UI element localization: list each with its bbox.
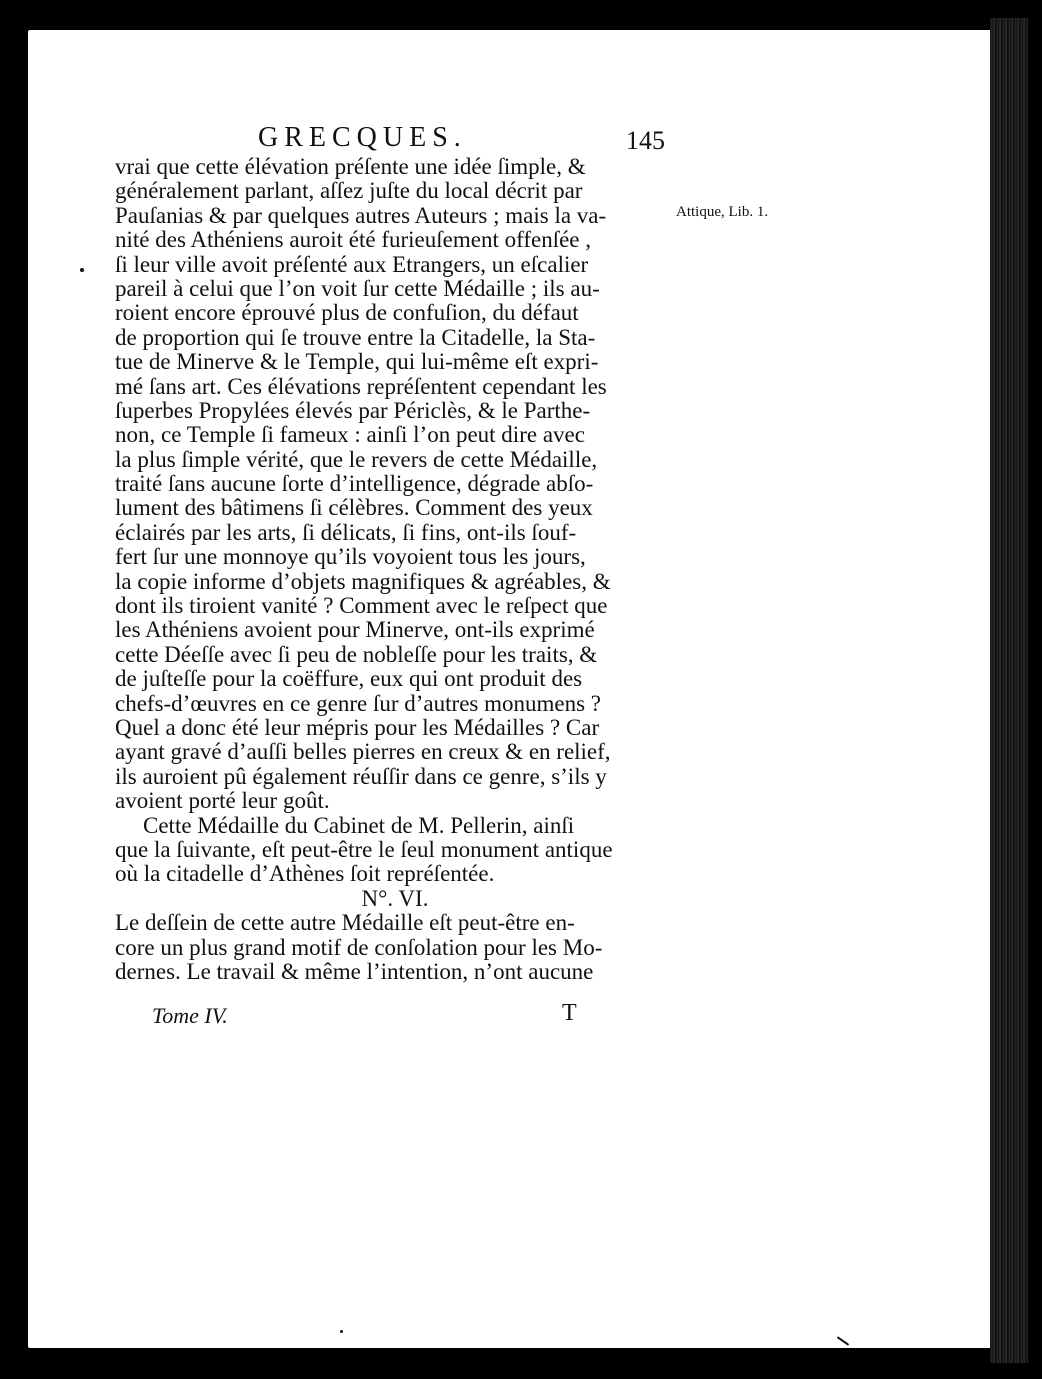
text-line: non, ce Temple ſi fameux : ainſi l’on peut dire avec	[115, 422, 585, 448]
text-line: ayant gravé d’auſſi belles pierres en creux & en relief,	[115, 739, 611, 765]
text-line: cette Déeſſe avec ſi peu de nobleſſe pour les traits, &	[115, 641, 598, 667]
text-line: de proportion qui ſe trouve entre la Citadelle, la Sta-	[115, 324, 596, 350]
text-line: pareil à celui que l’on voit ſur cette Médaille ; ils au-	[115, 275, 600, 301]
text-line: Quel a donc été leur mépris pour les Médailles ? Car	[115, 714, 600, 740]
text-line: ſi leur ville avoit préſenté aux Etrangers, un eſcalier	[115, 251, 589, 277]
text-line: tue de Minerve & le Temple, qui lui-même eſt expri-	[115, 349, 599, 375]
volume-signature: Tome IV.	[152, 1003, 228, 1028]
text-line: fert ſur une monnoye qu’ils voyoient tous les jours,	[115, 544, 586, 570]
text-line: vrai que cette élévation préſente une idée ſimple, &	[115, 154, 586, 179]
text-line: ils auroient pû également réuſſir dans ce genre, s’ils y	[115, 763, 607, 789]
text-line: avoient porté leur goût.	[115, 788, 330, 814]
text-line: traité ſans aucune ſorte d’intelligence, dégrade abſo-	[115, 471, 594, 497]
text-line: lument des bâtimens ſi célèbres. Comment des yeux	[115, 495, 593, 521]
text-line: ſuperbes Propylées élevés par Périclès, & le Parthe-	[115, 397, 591, 423]
text-line: Pauſanias & par quelques autres Auteurs ; mais la va-	[115, 202, 607, 228]
section-heading: N°. VI.	[361, 885, 429, 911]
page-number: 145	[626, 126, 665, 155]
text-line: mé ſans art. Ces élévations repréſentent cependant les	[115, 373, 607, 399]
body-text	[115, 155, 675, 984]
text-line: chefs-d’œuvres en ce genre ſur d’autres monumens ?	[115, 690, 601, 716]
ink-speck	[80, 268, 84, 272]
ink-speck	[340, 1330, 343, 1333]
margin-note: Attique, Lib. 1.	[676, 204, 769, 220]
running-header-title: GRECQUES.	[258, 122, 467, 153]
text-line: les Athéniens avoient pour Minerve, ont-ils exprimé	[115, 617, 595, 643]
text-line: la copie informe d’objets magnifiques & agréables, &	[115, 568, 611, 594]
text-line: que la ſuivante, eſt peut-être le ſeul monument antique	[115, 836, 613, 862]
text-line: la plus ſimple vérité, que le revers de cette Médaille,	[115, 446, 598, 472]
text-line: généralement parlant, aſſez juſte du local décrit par	[115, 178, 583, 204]
text-line: Cette Médaille du Cabinet de M. Pellerin, ainſi	[143, 812, 575, 838]
gathering-signature: T	[562, 1000, 577, 1026]
text-line: où la citadelle d’Athènes ſoit repréſentée.	[115, 861, 495, 887]
text-line: core un plus grand motif de conſolation pour les Mo-	[115, 934, 603, 960]
text-line: nité des Athéniens auroit été furieuſement offenſée ,	[115, 227, 592, 253]
text-line: roient encore éprouvé plus de confuſion, du défaut	[115, 300, 579, 326]
text-line: dernes. Le travail & même l’intention, n’ont aucune	[115, 958, 594, 984]
text-line: de juſteſſe pour la coëffure, eux qui ont produit des	[115, 666, 583, 692]
text-line: éclairés par les arts, ſi délicats, ſi fins, ont-ils ſouf-	[115, 519, 577, 545]
text-line: dont ils tiroient vanité ? Comment avec le reſpect que	[115, 593, 608, 619]
page-edge-stack	[990, 18, 1028, 1363]
text-line: Le deſſein de cette autre Médaille eſt peut-être en-	[115, 910, 575, 936]
